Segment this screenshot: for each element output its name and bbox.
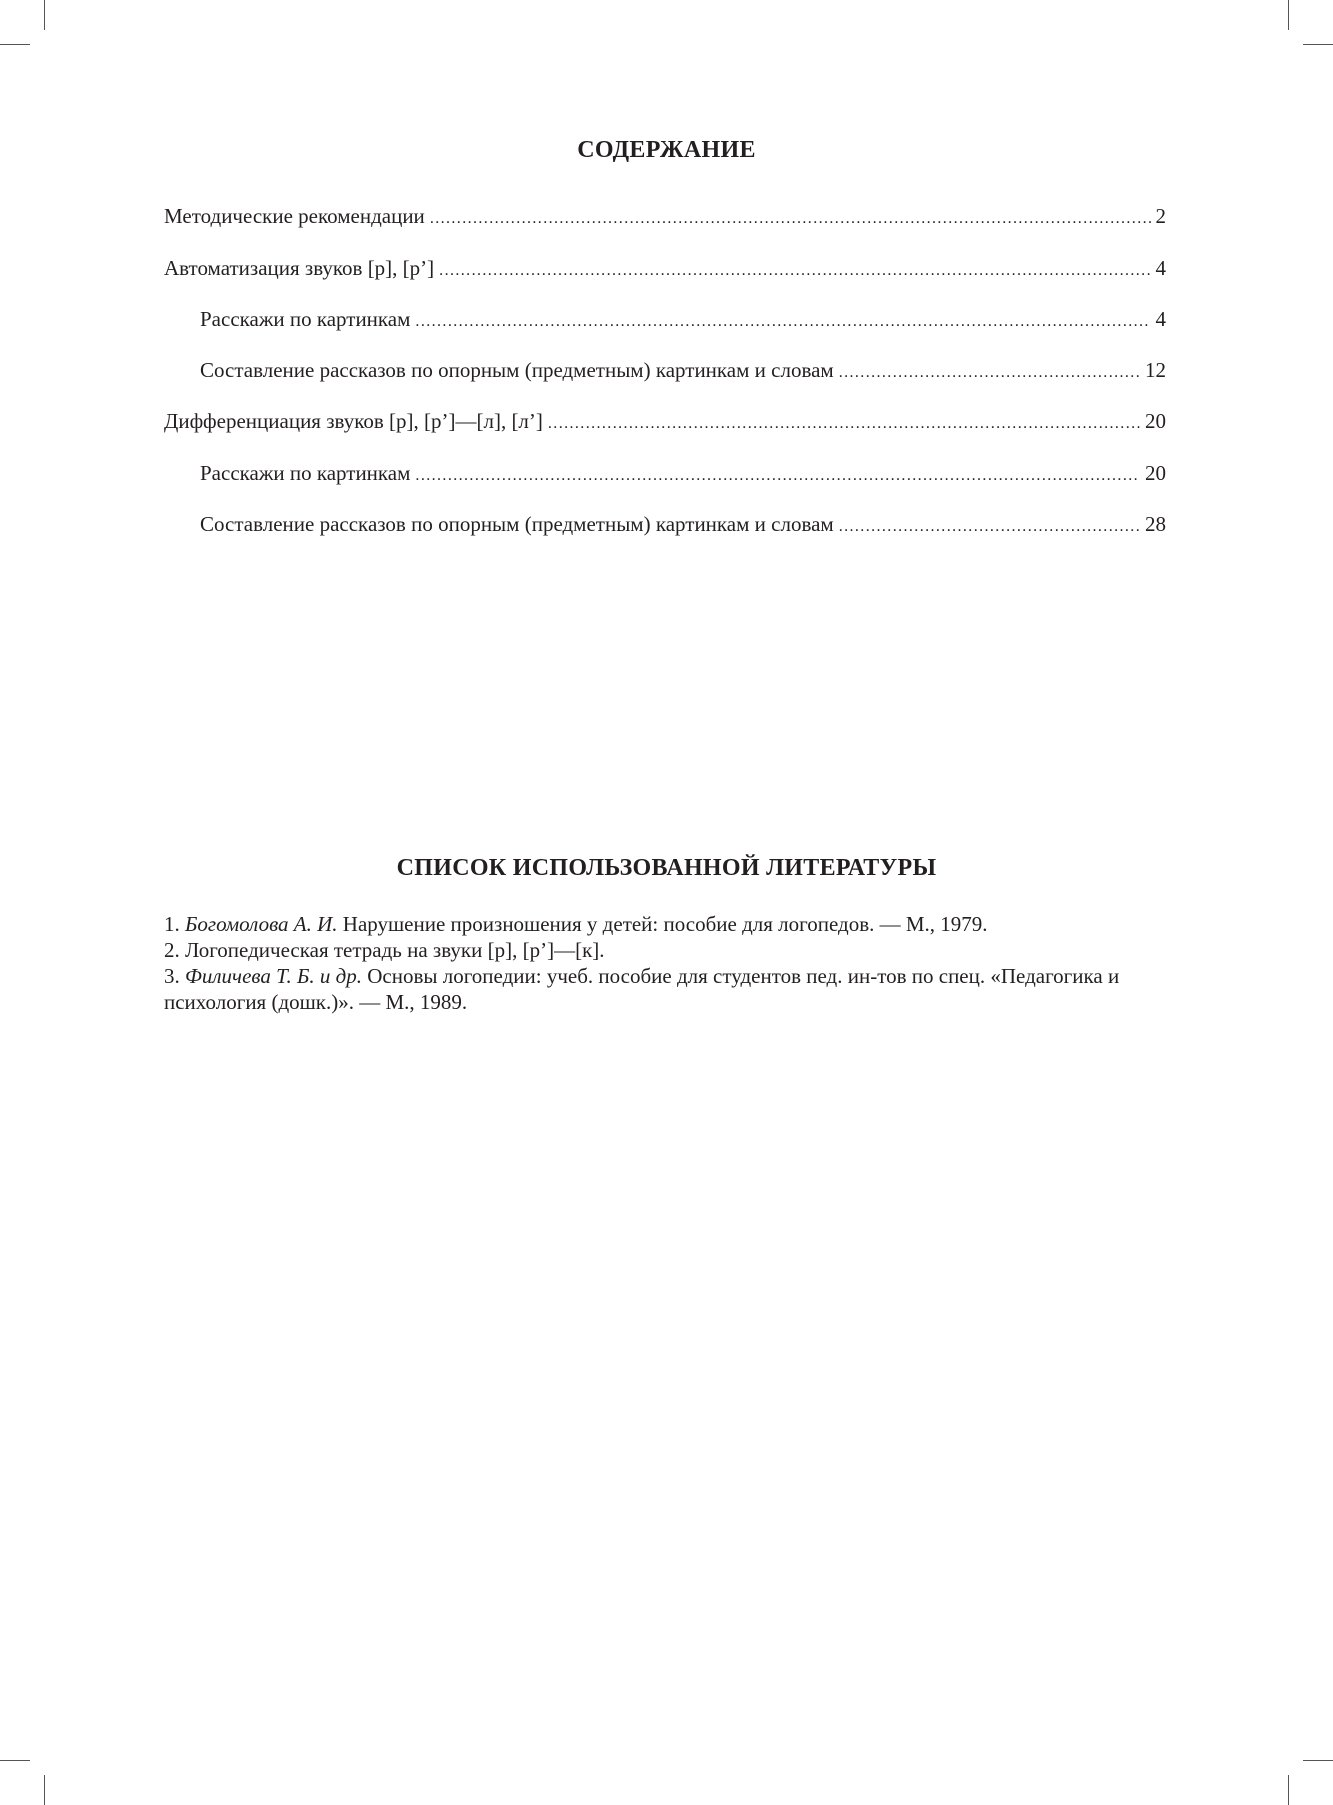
references-title: СПИСОК ИСПОЛЬЗОВАННОЙ ЛИТЕРАТУРЫ — [396, 855, 937, 881]
toc-entry[interactable] — [200, 460, 1166, 489]
toc-entry-page: 12 — [1145, 358, 1166, 382]
references-list — [164, 911, 1174, 1015]
toc-entry-text: Расскажи по картинкам — [200, 461, 411, 485]
crop-mark — [0, 44, 30, 45]
reference-text: Нарушение произношения у детей: пособие для логопедов. — М., 1979. — [342, 912, 988, 936]
crop-mark — [1303, 1760, 1333, 1761]
toc-entry-page: 4 — [1155, 256, 1166, 280]
toc-dot-leader — [439, 258, 1150, 284]
toc-entry-text: Расскажи по картинкам — [200, 307, 411, 331]
crop-mark — [1288, 1775, 1289, 1805]
toc-dot-leader — [839, 514, 1140, 540]
toc-entry-page: 20 — [1145, 409, 1166, 433]
reference-text: Основы логопедии: учеб. пособие для студентов пед. ин-тов по спец. «Педагогика и психология (дошк.)». — М., 1989. — [164, 964, 1120, 1014]
reference-number: 1. — [164, 912, 180, 936]
toc-entry-page: 20 — [1145, 461, 1166, 485]
toc-dot-leader — [430, 206, 1151, 232]
crop-mark — [1303, 44, 1333, 45]
crop-mark — [0, 1760, 30, 1761]
reference-item — [164, 911, 1174, 937]
reference-author: Богомолова А. И. — [185, 912, 338, 936]
toc-entry-text: Методические рекомендации — [164, 204, 425, 228]
toc-entry-page: 2 — [1155, 204, 1166, 228]
toc-dot-leader — [415, 309, 1150, 335]
toc-entry[interactable] — [164, 255, 1166, 284]
toc-dot-leader — [839, 360, 1140, 386]
crop-mark — [44, 0, 45, 30]
toc-dot-leader — [415, 463, 1140, 489]
reference-text: Логопедическая тетрадь на звуки [р], [р’]—[к]. — [185, 938, 605, 962]
contents-title: СОДЕРЖАНИЕ — [577, 137, 756, 163]
toc-dot-leader — [548, 411, 1140, 437]
toc-entry[interactable] — [200, 511, 1166, 540]
reference-author: Филичева Т. Б. и др. — [185, 964, 362, 988]
reference-item — [164, 937, 1174, 963]
reference-number: 2. — [164, 938, 180, 962]
crop-mark — [1288, 0, 1289, 30]
toc-entry[interactable] — [164, 408, 1166, 437]
toc-entry-text: Дифференциация звуков [р], [р’]—[л], [л’] — [164, 409, 543, 433]
toc-entry-page: 4 — [1155, 307, 1166, 331]
toc-entry-text: Составление рассказов по опорным (предметным) картинкам и словам — [200, 512, 834, 536]
toc-entry[interactable] — [200, 306, 1166, 335]
crop-mark — [44, 1775, 45, 1805]
toc-entry[interactable] — [164, 203, 1166, 232]
toc-entry-text: Автоматизация звуков [р], [р’] — [164, 256, 435, 280]
reference-item — [164, 963, 1174, 1015]
toc-entry-text: Составление рассказов по опорным (предметным) картинкам и словам — [200, 358, 834, 382]
toc-entry-page: 28 — [1145, 512, 1166, 536]
toc-entry[interactable] — [200, 357, 1166, 386]
reference-number: 3. — [164, 964, 180, 988]
